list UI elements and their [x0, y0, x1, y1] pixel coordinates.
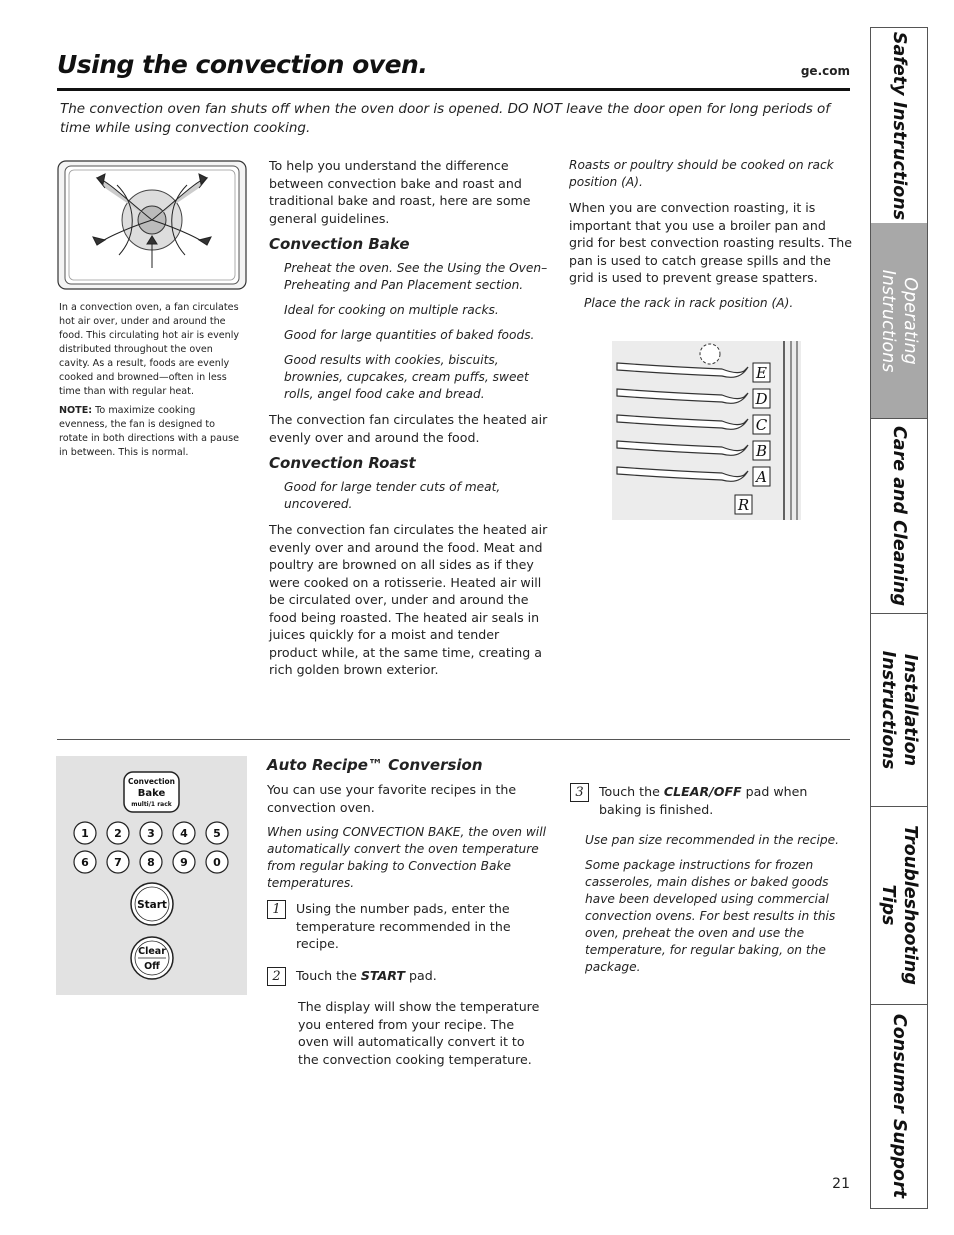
digit-label: 2 — [114, 827, 122, 840]
convection-bake-heading: Convection Bake — [269, 235, 410, 253]
step-number: 1 — [267, 900, 286, 919]
fan-caption — [59, 301, 241, 465]
rack-label-b: B — [755, 442, 768, 460]
digit-label: 7 — [114, 856, 122, 869]
tab-label: Consumer Support — [889, 1013, 909, 1199]
rack-placement: Place the rack in rack position (A). — [584, 295, 794, 310]
bake-item: Preheat the oven. See the Using the Oven– Preheating and Pan Placement section. — [284, 261, 548, 292]
tab-label: Care and Cleaning — [889, 425, 909, 606]
fan-caption-text: In a convection oven, a fan circulates hot air over, under and around the food. This circulating hot air is evenly distributed throughout the oven cavity. As a result, foods are evenly cooked and browned—often in less time than with regular heat. — [59, 302, 240, 397]
roasting-column — [569, 157, 854, 320]
page-number: 21 — [832, 1176, 850, 1192]
note-text: To maximize cooking evenness, the fan is designed to rotate in both directions with a pause in between. This is normal. — [59, 405, 239, 458]
tab-label: Troubleshooting Tips — [878, 825, 920, 985]
step-text — [296, 967, 547, 985]
finish-column — [570, 783, 850, 984]
digit-label: 0 — [213, 856, 221, 869]
site-url: ge.com — [800, 64, 850, 78]
roast-item: Good for large tender cuts of meat, uncovered. — [284, 480, 501, 511]
step-text-post: pad when baking is finished. — [599, 784, 808, 817]
digit-label: 4 — [180, 827, 188, 840]
bake-item: Ideal for cooking on multiple racks. — [284, 303, 499, 317]
fan-caption-note — [59, 404, 241, 460]
digit-label: 9 — [180, 856, 188, 869]
tab-label: Installation Instructions — [878, 650, 920, 769]
control-panel-illustration — [56, 756, 247, 995]
tab-installation-instructions[interactable] — [871, 613, 927, 807]
off-key-label: Off — [144, 961, 160, 972]
roasting-text: When you are convection roasting, it is important that you use a broiler pan and grid for best convection roasting results. The pan is used to catch grease spills and the grid is used to prevent grease spatters. — [569, 200, 853, 285]
rack-label-c: C — [755, 416, 768, 434]
intro-text: The convection oven fan shuts off when the oven door is opened. DO NOT leave the door open for long periods of time while using convection cooking. — [60, 101, 831, 136]
clear-key-label: Clear — [138, 946, 166, 957]
rack-positions-illustration — [612, 341, 801, 520]
bake-text: The convection fan circulates the heated air evenly over and around the food. — [269, 412, 548, 445]
digit-label: 8 — [147, 856, 155, 869]
step-text-pre: Touch the — [296, 967, 361, 983]
rack-label-r: R — [737, 496, 750, 514]
step-number: 3 — [570, 783, 589, 802]
step-1 — [267, 900, 547, 961]
bake-key-label: Bake — [137, 788, 166, 799]
tab-safety-instructions[interactable] — [871, 28, 927, 224]
auto-recipe-heading: Auto Recipe™ Conversion — [267, 756, 483, 774]
tab-label: Safety Instructions — [889, 31, 909, 220]
note-label: NOTE: — [59, 405, 93, 416]
roasting-note: Roasts or poultry should be cooked on rack position (A). — [569, 158, 834, 189]
tab-care-and-cleaning[interactable] — [871, 418, 927, 614]
rack-label-a: A — [756, 468, 767, 486]
guidelines-column — [269, 157, 549, 687]
convection-fan-illustration — [57, 160, 247, 290]
digit-label: 3 — [147, 827, 155, 840]
guidelines-intro: To help you understand the difference between convection bake and roast and traditional bake and roast, here are some general guidelines. — [269, 158, 531, 226]
start-pad-name: START — [360, 967, 405, 983]
step-2-detail: The display will show the temperature you entered from your recipe. The oven will automatically convert it to the convection cooking temperature. — [298, 999, 540, 1067]
auto-recipe-note: When using CONVECTION BAKE, the oven will automatically convert the oven temperature from regular baking to Convection Bake temperatures. — [267, 825, 546, 890]
tab-consumer-support[interactable] — [871, 1004, 927, 1208]
step-text-post: pad. — [404, 967, 437, 983]
auto-recipe-column — [267, 752, 547, 1076]
roast-text: The convection fan circulates the heated air evenly over and around the food. Meat and poultry are browned on all sides as if they were cooked on a rotisserie. Heated air will be circulated over, under and around the food being roasted. The heated air seals in juices quickly for a moist and tender product while, at the same time, creating a rich golden brown exterior. — [269, 522, 548, 677]
bake-item: Good for large quantities of baked foods. — [284, 328, 535, 342]
clear-off-pad-name: CLEAR/OFF — [663, 784, 742, 799]
step-2 — [267, 967, 547, 993]
step-text-pre: Touch the — [599, 784, 664, 799]
page-title: Using the convection oven. — [57, 50, 428, 79]
digit-label: 6 — [81, 856, 89, 869]
rack-label-e: E — [756, 364, 767, 382]
section-tabs — [870, 27, 928, 1209]
digit-label: 5 — [213, 827, 221, 840]
bake-item: Good results with cookies, biscuits, brownies, cupcakes, cream puffs, sweet rolls, angel food cake and bread. — [284, 353, 529, 401]
convection-roast-heading: Convection Roast — [269, 454, 416, 472]
multi-rack-label: multi/1 rack — [131, 801, 172, 808]
title-rule — [57, 88, 850, 91]
step-text — [599, 783, 850, 818]
digit-label: 1 — [81, 827, 89, 840]
step-text: Using the number pads, enter the temperature recommended in the recipe. — [296, 901, 511, 951]
step-3 — [570, 783, 850, 826]
tab-troubleshooting-tips[interactable] — [871, 806, 927, 1005]
section-divider — [57, 739, 850, 740]
pan-size-tip: Use pan size recommended in the recipe. — [585, 833, 839, 847]
step-number: 2 — [267, 967, 286, 986]
package-instructions-tip: Some package instructions for frozen casseroles, main dishes or baked goods have been developed using commercial convection ovens. For best results in this oven, preheat the oven and use the temperature, for regular baking, on the package. — [585, 858, 836, 974]
convection-key-label: Convection — [127, 777, 176, 786]
tab-operating-instructions[interactable] — [871, 223, 927, 419]
auto-recipe-intro: You can use your favorite recipes in the convection oven. — [267, 782, 517, 815]
start-key-label: Start — [137, 899, 167, 911]
rack-label-d: D — [755, 390, 768, 408]
tab-label: Operating Instructions — [878, 269, 920, 372]
